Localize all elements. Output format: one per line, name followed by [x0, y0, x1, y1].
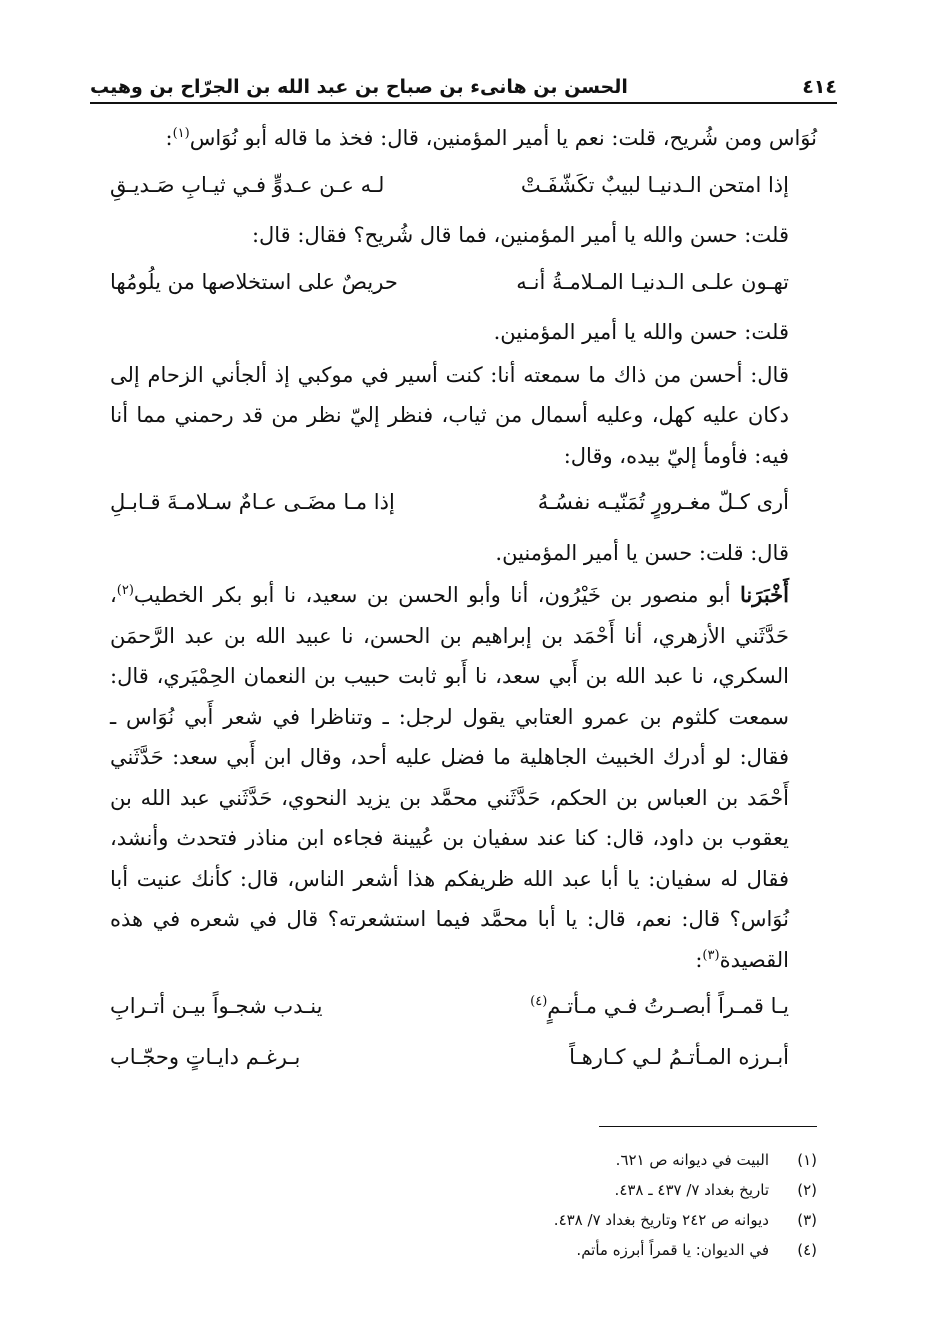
verse-first-hemistich: أبـرزه المـأتـمُ لـي كـارهـاً — [569, 1044, 789, 1069]
isnad-lead-word: أَخْبَرَنا — [740, 582, 789, 607]
paragraph: قلت: حسن والله يا أمير المؤمنين، فما قال شُريح؟ فقال: قال: — [251, 223, 789, 247]
footnote — [110, 1145, 817, 1175]
verse-line — [110, 165, 817, 206]
running-header — [90, 58, 837, 104]
text-run: أبو منصور بن خَيْرُون، أنا وأبو الحسن بن سعيد، نا أبو بكر الخطيب — [133, 583, 741, 607]
text-run: ، حَدَّثَني الأزهري، أنا أَحْمَد بن إبراهيم بن الحسن، نا عبيد الله بن عبد الرَّحمَن السكري، نا عبد الله بن أَبي سعد، نا أَبو ثابت حبيب بن النعمان الحِمْيَري، قال: سمعت كلثوم بن عمرو العتابي يقول لرجل: ـ وتناظرا في شعر أَبي نُوَاس ـ فقال: لو أدرك الخبيث الجاهلية ما فضل عليه أحد، وقال ابن أَبي سعد: حَدَّثَني أَحْمَد بن العباس بن الحكم، حَدَّثَني محمَّد بن يزيد النحوي، حَدَّثَني عبد الله بن يعقوب بن داود، قال: كنا عند سفيان بن عُيينة فجاءه ابن مناذر فتحدث وأنشد، فقال له سفيان: يا أبا عبد الله ظريفكم هذا أشعر الناس، قال: كأنك عنيت أبا نُوَاس؟ قال: نعم، قال: يا أبا محمَّد فيما استشعرته؟ قال في شعره في هذه القصيدة — [110, 583, 789, 972]
footnote-text: في الديوان: يا قمراً أبرزه مأتم. — [576, 1241, 769, 1259]
verse-line — [110, 262, 817, 303]
paragraph: قال: قلت: حسن يا أمير المؤمنين. — [495, 540, 789, 565]
footnote-number: (٢) — [797, 1181, 817, 1199]
paragraph: قلت: حسن والله يا أمير المؤمنين. — [493, 320, 789, 344]
footnote-ref: (٤) — [530, 994, 548, 1009]
footnote — [110, 1235, 817, 1265]
paragraph: قال: أحسن من ذاك ما سمعته أنا: كنت أسير في موكبي إذ ألجأني الزحام إلى دكان عليه كهل، وعليه أسمال من ثياب، فنظر إليّ نظر من قد رحمني مما أنا فيه: فأومأ إليّ بيده، وقال: — [110, 362, 789, 468]
verse-line — [110, 986, 817, 1027]
footnote-ref: (٢) — [116, 583, 134, 598]
footnote — [110, 1175, 817, 1205]
paragraph — [110, 118, 817, 159]
running-title: الحسن بن هانىء بن صباح بن عبد الله بن الجرّاح بن وهيب — [90, 76, 628, 98]
footnote-text: البيت في ديوانه ص ٦٢١. — [615, 1151, 769, 1169]
footnote-text: ديوانه ص ٢٤٢ وتاريخ بغداد ٧/ ٤٣٨. — [553, 1211, 769, 1229]
text-run: : — [695, 947, 703, 972]
verse-first-hemistich: تهـون علـى الـدنيـا المـلامـةُ أنـه — [516, 269, 789, 294]
verse-second-hemistich: ينـدب شجـواً بيـن أتـرابِ — [110, 994, 323, 1018]
footnote-ref: (٣) — [702, 947, 720, 963]
verse-second-hemistich: حريصٌ على استخلاصها من يلُومُها — [110, 269, 398, 294]
paragraph — [110, 575, 817, 980]
verse-first-hemistich — [470, 986, 789, 1027]
footnote-number: (٤) — [797, 1241, 817, 1259]
page-number: ٤١٤ — [802, 76, 837, 98]
verse-second-hemistich: إذا مـا مضَـى عـامٌ سـلامـةَ قـابـلِ — [110, 490, 395, 514]
text-run: نُوَاس ومن شُريح، قلت: نعم يا أمير المؤمنين، قال: فخذ ما قاله أبو نُوَاس — [189, 126, 817, 150]
footnote-number: (١) — [797, 1151, 817, 1169]
footnotes — [110, 1145, 817, 1265]
verse-first-hemistich: إذا امتحن الـدنيـا لبيبٌ تكَشّفَـتْ — [520, 172, 789, 197]
text-run: يـا قمـراً أبصـرتُ فـي مـأتـمٍ — [547, 994, 789, 1018]
verse-first-hemistich: أرى كـلّ مغـرورٍ تُمَنّيـه نفسُـهُ — [537, 490, 789, 514]
footnote-ref: (١) — [172, 126, 190, 141]
main-text — [110, 118, 817, 1087]
text-run: : — [165, 126, 173, 150]
footnote-divider — [599, 1126, 817, 1127]
verse-second-hemistich: بـرغـم دايـاتٍ وحجّـاب — [110, 1044, 301, 1069]
footnote-number: (٣) — [797, 1211, 817, 1229]
verse-line — [110, 1037, 817, 1078]
verse-second-hemistich: لـه عـن عـدوٍّ فـي ثيـابِ صَـديـقِ — [110, 172, 385, 197]
footnote — [110, 1205, 817, 1235]
footnote-text: تاريخ بغداد ٧/ ٤٣٧ ـ ٤٣٨. — [614, 1181, 769, 1199]
verse-line — [110, 482, 817, 523]
